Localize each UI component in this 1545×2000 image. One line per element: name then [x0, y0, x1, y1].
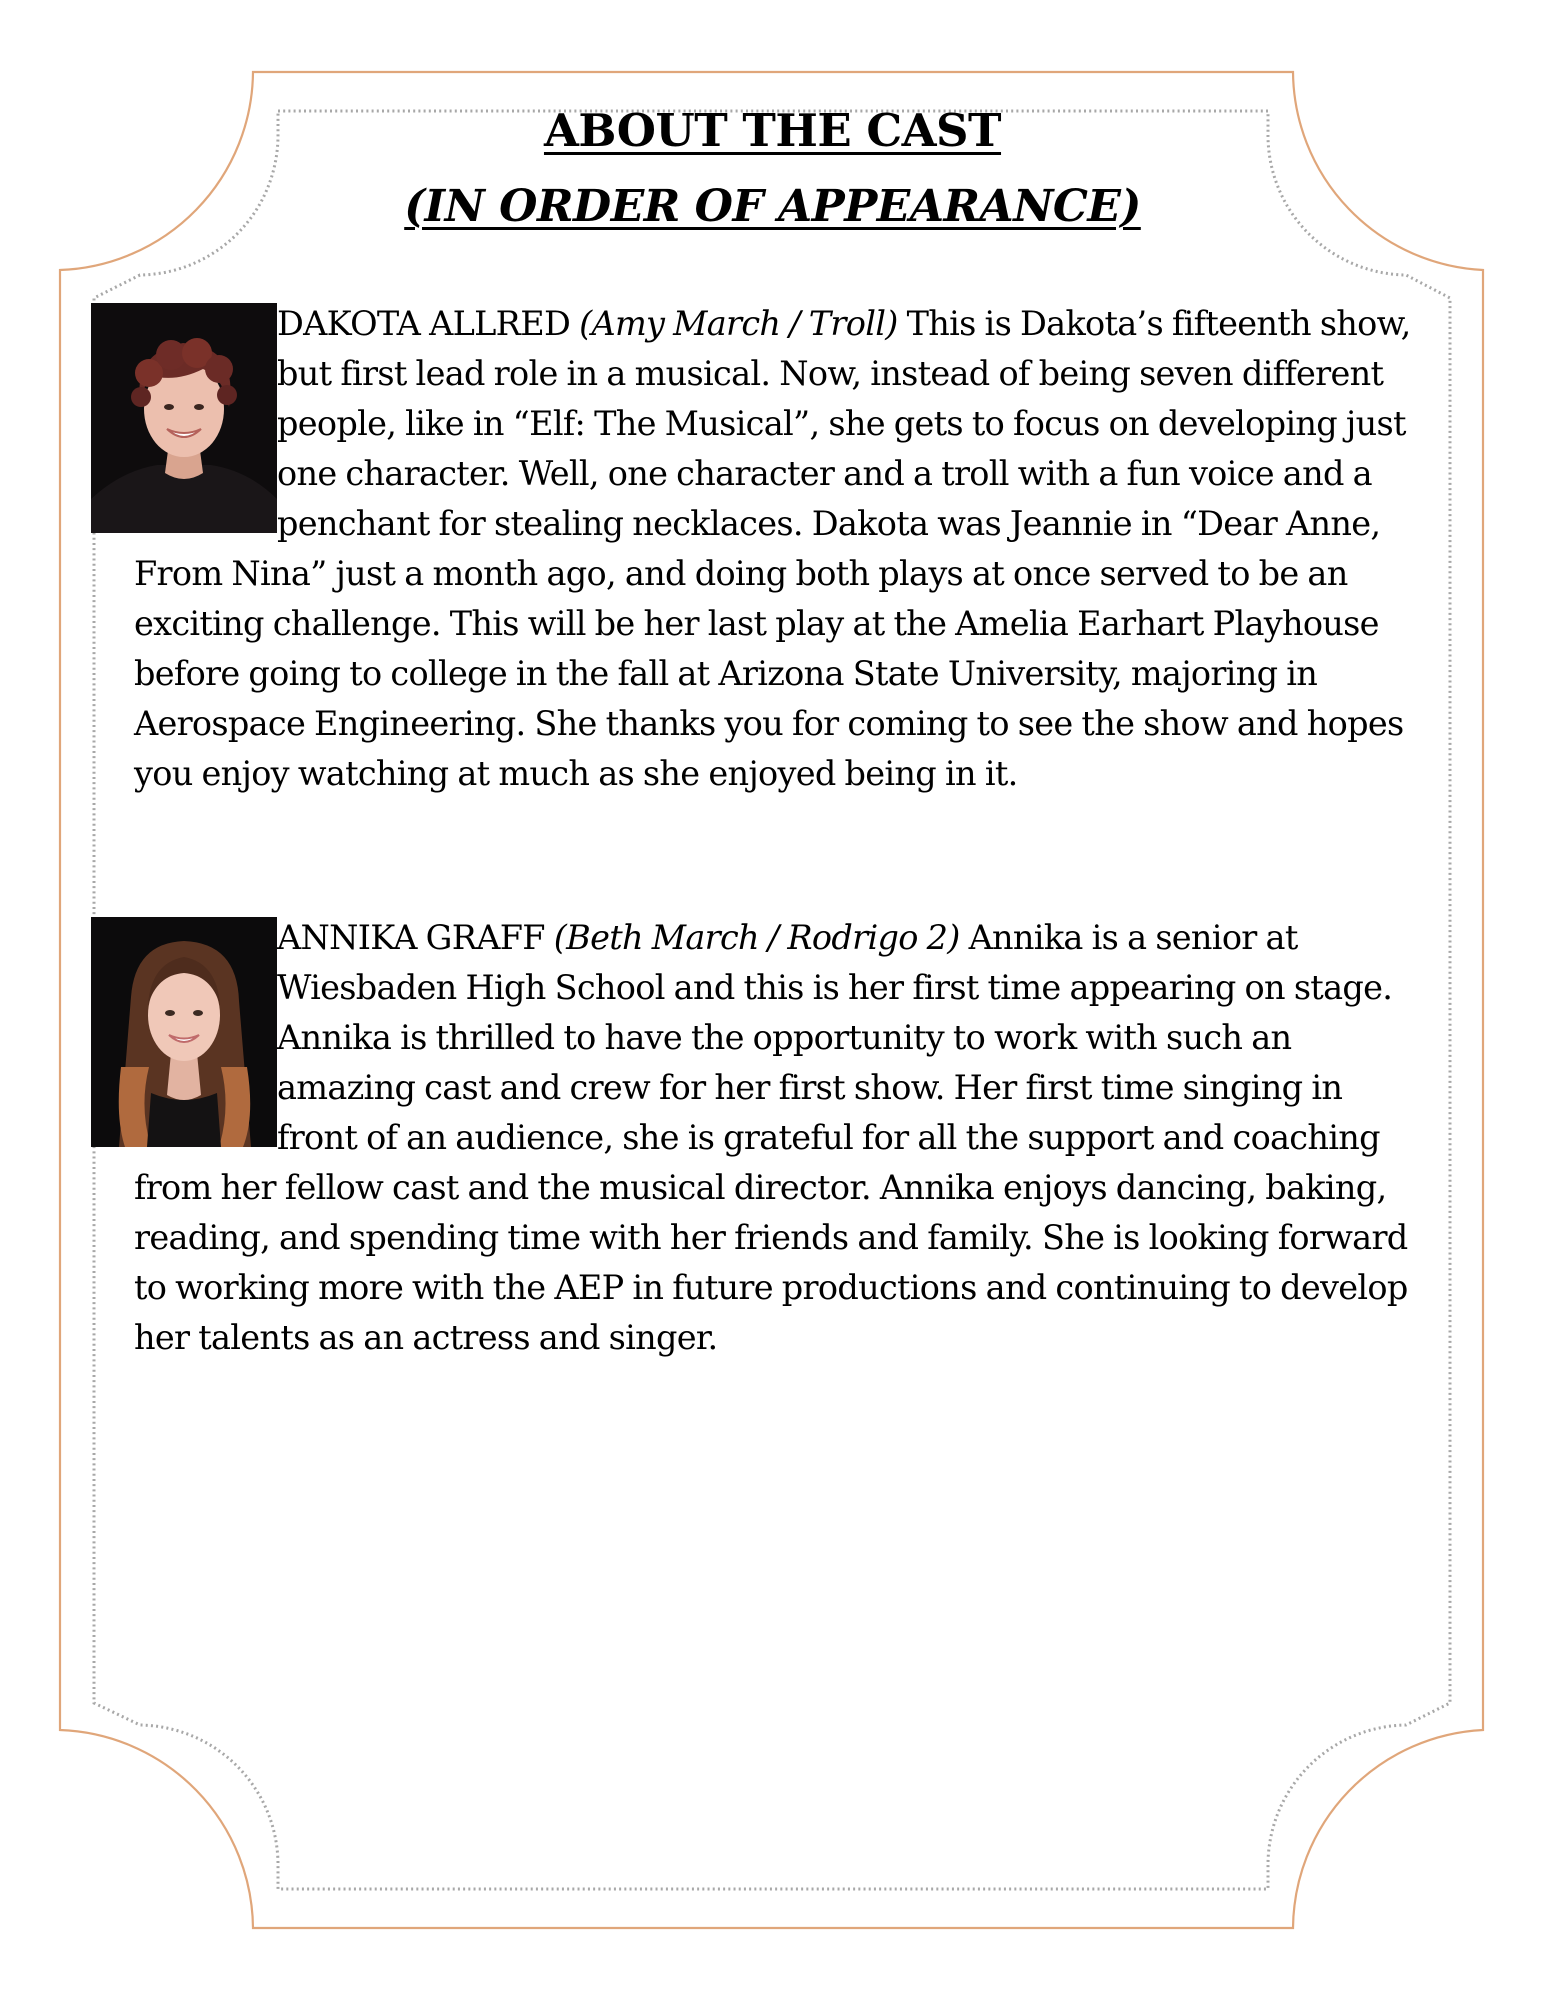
- cast-name: ANNIKA GRAFF: [277, 918, 545, 957]
- cast-role: (Amy March / Troll): [579, 304, 898, 343]
- page-subtitle: (IN ORDER OF APPEARANCE): [404, 181, 1141, 232]
- cast-bio-text: This is Dakota’s fifteenth show, but first lead role in a musical. Now, instead of being seven different people, like in “Elf: The Musical”, she gets to focus on developing just one character. Well, one character and a troll with a fun voice and a penchant for stealing necklaces. Dakota was Jeannie in “Dear Anne, From Nina” just a month ago, and doing both plays at once served to be an exciting challenge. This will be her last play at the Amelia Earhart Playhouse before going to college in the fall at Arizona State University, majoring in Aerospace Engineering. She thanks you for coming to see the show and hopes you enjoy watching at much as she enjoyed being in it.: [134, 304, 1411, 793]
- headshot-annika-photo: [91, 917, 277, 1147]
- page-title: ABOUT THE CAST: [543, 104, 1002, 157]
- cast-role: (Beth March / Rodrigo 2): [553, 918, 960, 957]
- headshot-dakota-photo: [91, 303, 277, 533]
- cast-bio-dakota: [134, 299, 1414, 799]
- cast-bio-annika: [134, 913, 1414, 1363]
- cast-name: DAKOTA ALLRED: [277, 304, 571, 343]
- cast-bio-text: Annika is a senior at Wiesbaden High School and this is her first time appearing on stage. Annika is thrilled to have the opportunity to work with such an amazing cast and crew for her first show. Her first time singing in front of an audience, she is grateful for all the support and coaching from her fellow cast and the musical director. Annika enjoys dancing, baking, reading, and spending time with her friends and family. She is looking forward to working more with the AEP in future productions and continuing to develop her talents as an actress and singer.: [134, 918, 1408, 1357]
